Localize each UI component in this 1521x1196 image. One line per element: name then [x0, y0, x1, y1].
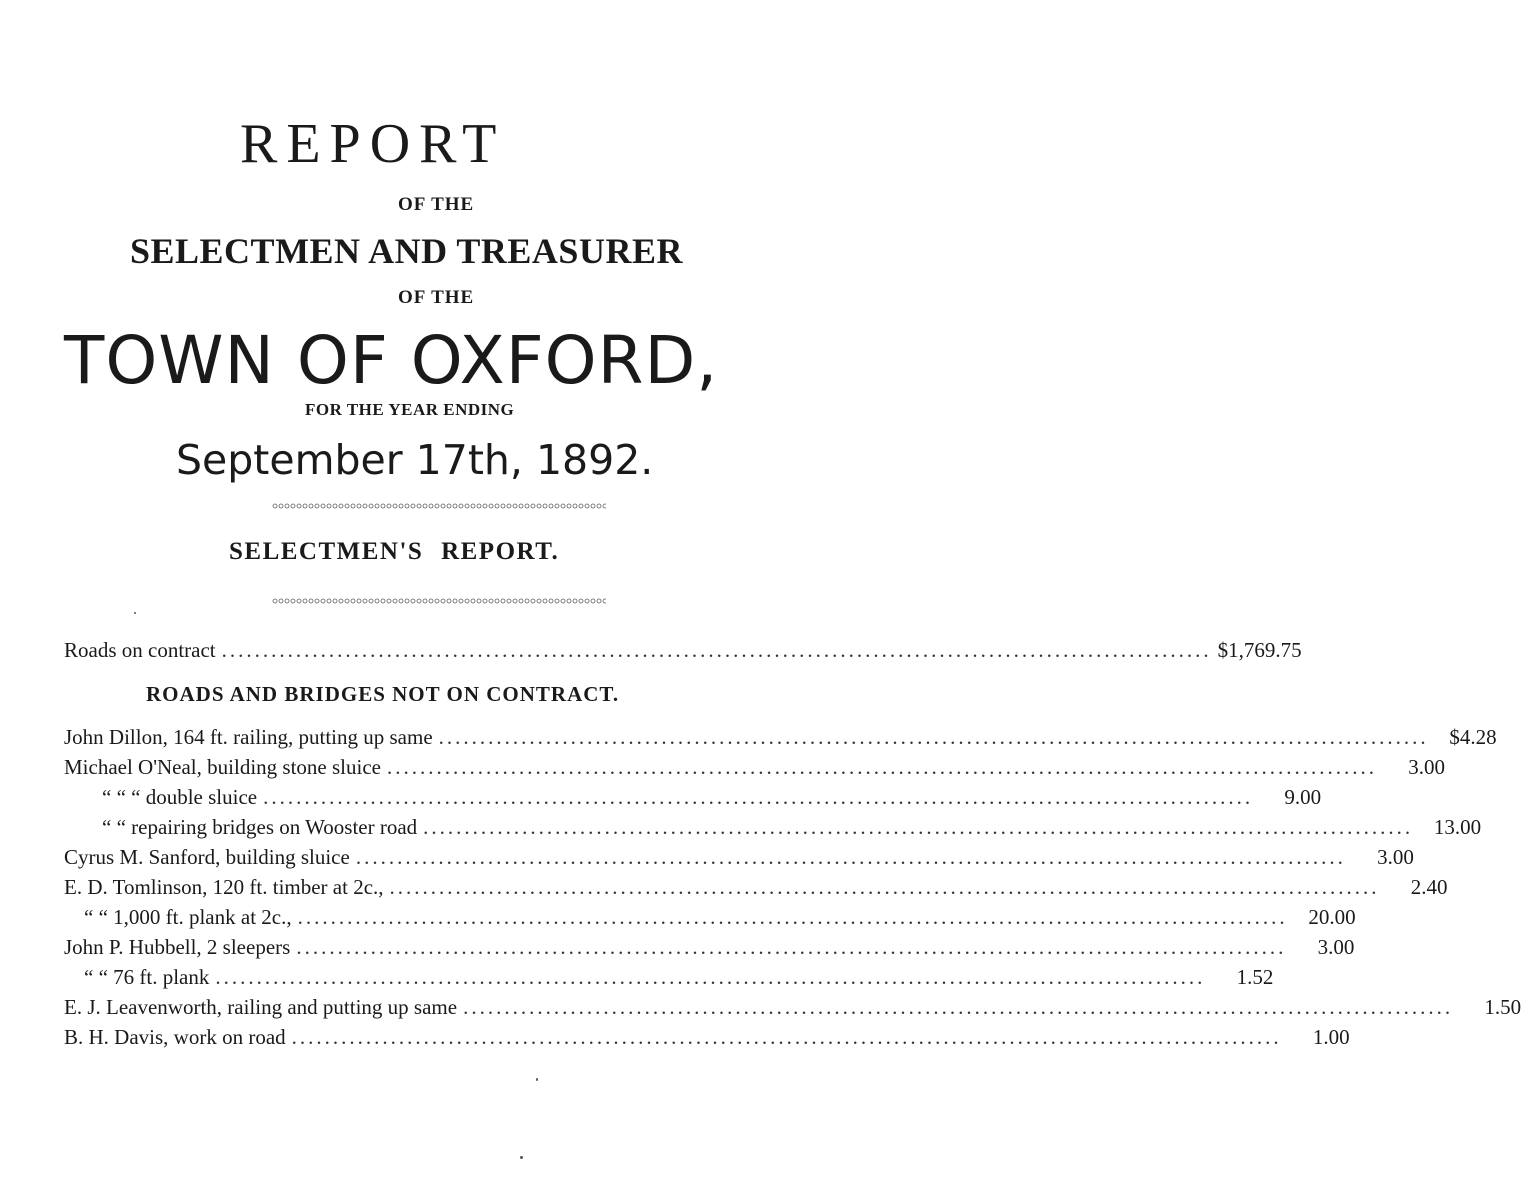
dot-leader: ........................................................................................................................	[263, 785, 1254, 809]
entry-label: “ “ 76 ft. plank	[84, 965, 210, 989]
paper-speck	[520, 1156, 523, 1159]
entry-label: E. J. Leavenworth, railing and putting up same	[64, 995, 458, 1019]
entry-label: “ “ 1,000 ft. plank at 2c.,	[84, 905, 292, 929]
entry-amount: 2.40	[1410, 875, 1448, 899]
paper-speck	[536, 1078, 538, 1081]
dot-leader: ........................................................................................................................	[355, 845, 1346, 869]
dot-leader: ........................................................................................................................	[463, 995, 1454, 1019]
entry-amount: 3.00	[1317, 935, 1355, 959]
entry-amount: 1.50	[1484, 995, 1521, 1019]
of-the-line-1: OF THE	[398, 194, 475, 215]
entry-amount: 3.00	[1408, 755, 1445, 779]
dot-leader: ........................................................................................................................	[215, 965, 1206, 989]
list-item	[64, 905, 1356, 930]
year-ending-label: FOR THE YEAR ENDING	[305, 400, 515, 419]
not-on-contract-heading: ROADS AND BRIDGES NOT ON CONTRACT.	[146, 682, 620, 706]
dot-leader: ........................................................................................................................	[296, 935, 1287, 959]
list-item	[64, 875, 1448, 900]
ornamental-rule-bottom	[272, 598, 606, 604]
list-item	[64, 785, 1322, 810]
list-item	[64, 755, 1445, 780]
entry-amount: 1.52	[1236, 965, 1274, 989]
dot-leader: ........................................................................................................................	[423, 815, 1414, 839]
entry-amount: 1.00	[1312, 1025, 1350, 1049]
entry-label: John Dillon, 164 ft. railing, putting up same	[64, 725, 433, 749]
dot-leader: ........................................................................................................................	[297, 905, 1288, 929]
paper-speck	[134, 612, 136, 614]
list-item	[64, 935, 1355, 960]
of-the-line-2: OF THE	[398, 287, 475, 308]
list-item	[64, 995, 1521, 1020]
list-item	[64, 845, 1414, 870]
entry-label: B. H. Davis, work on road	[64, 1025, 286, 1049]
town-name: TOWN OF OXFORD,	[64, 322, 719, 399]
entry-amount: 13.00	[1433, 815, 1482, 839]
contract-row	[64, 638, 1302, 663]
list-item	[64, 965, 1274, 990]
selectmen-treasurer-heading: SELECTMEN AND TREASURER	[130, 231, 683, 271]
dot-leader: ........................................................................................................................	[438, 725, 1429, 749]
entry-label: “ “ repairing bridges on Wooster road	[102, 815, 418, 839]
list-item	[64, 815, 1482, 840]
entry-label: Michael O'Neal, building stone sluice	[64, 755, 381, 779]
entry-amount: $4.28	[1449, 725, 1497, 749]
ornamental-rule-top	[272, 503, 606, 509]
section-heading: SELECTMEN'S REPORT.	[229, 538, 560, 565]
dot-leader: ........................................................................................................................	[291, 1025, 1282, 1049]
contract-label: Roads on contract	[64, 638, 216, 662]
list-item	[64, 1025, 1350, 1050]
dot-leader: ........................................................................................................................	[389, 875, 1380, 899]
report-date: September 17th, 1892.	[176, 436, 654, 484]
entry-amount: 9.00	[1284, 785, 1322, 809]
entry-amount: 20.00	[1308, 905, 1356, 929]
entry-amount: 3.00	[1377, 845, 1414, 869]
contract-amount: $1,769.75	[1217, 638, 1302, 662]
entry-label: “ “ “ double sluice	[102, 785, 258, 809]
entry-label: Cyrus M. Sanford, building sluice	[64, 845, 350, 869]
dot-leader: ........................................................................................................................	[221, 638, 1212, 662]
report-title: REPORT	[240, 113, 506, 175]
entry-label: John P. Hubbell, 2 sleepers	[64, 935, 291, 959]
entry-label: E. D. Tomlinson, 120 ft. timber at 2c.,	[64, 875, 384, 899]
dot-leader: ........................................................................................................................	[386, 755, 1377, 779]
list-item	[64, 725, 1497, 750]
